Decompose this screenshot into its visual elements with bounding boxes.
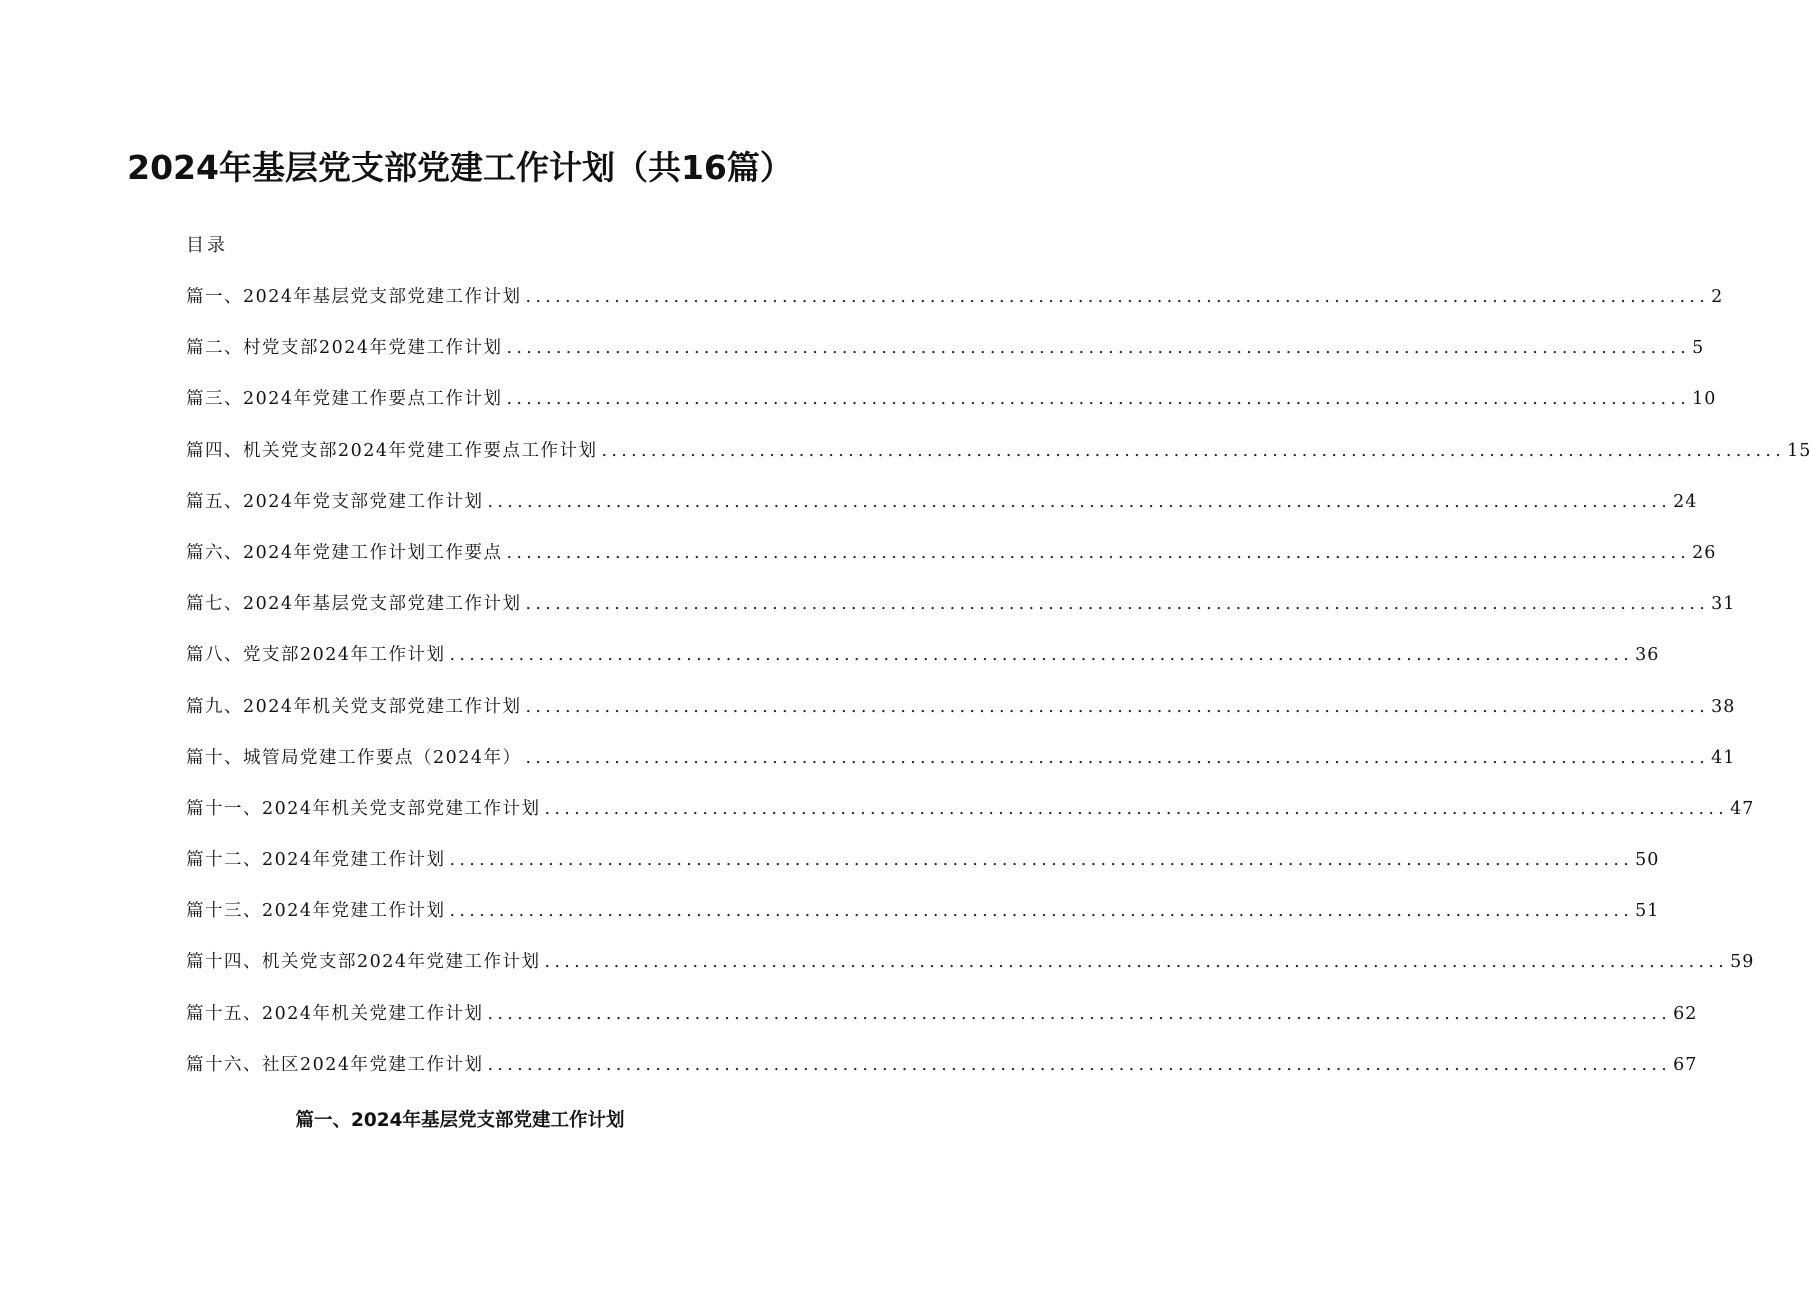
toc-entry-label: 篇七、2024年基层党支部党建工作计划 xyxy=(186,594,522,615)
toc-entry-label: 篇三、2024年党建工作要点工作计划 xyxy=(186,389,503,410)
toc-entry[interactable] xyxy=(186,795,1755,846)
toc-entry[interactable] xyxy=(186,539,1717,590)
toc-dot-leader: ........................................................................................................................ xyxy=(449,645,1634,666)
toc-entry-label: 篇十五、2024年机关党建工作计划 xyxy=(186,1003,484,1024)
toc-heading: 目录 xyxy=(186,235,228,256)
toc-entry[interactable] xyxy=(186,641,1660,692)
toc-entry-page: 2 xyxy=(1711,287,1724,307)
toc-entry[interactable] xyxy=(186,590,1736,641)
toc-entry-page: 47 xyxy=(1730,798,1755,819)
toc-dot-leader: ........................................................................................................................ xyxy=(525,287,1710,307)
table-of-contents xyxy=(186,283,1811,1102)
toc-dot-leader: ........................................................................................................................ xyxy=(525,696,1710,717)
toc-entry-label: 篇五、2024年党支部党建工作计划 xyxy=(186,491,484,512)
toc-entry-page: 50 xyxy=(1635,850,1660,871)
toc-entry-page: 31 xyxy=(1711,594,1736,615)
toc-entry-page: 10 xyxy=(1692,389,1717,410)
toc-entry[interactable] xyxy=(186,744,1736,795)
toc-dot-leader: ........................................................................................................................ xyxy=(506,338,1691,359)
toc-entry[interactable] xyxy=(186,488,1698,539)
toc-entry-label: 篇八、党支部2024年工作计划 xyxy=(186,645,446,666)
toc-dot-leader: ........................................................................................................................ xyxy=(506,542,1691,563)
toc-dot-leader: ........................................................................................................................ xyxy=(544,798,1729,819)
toc-entry[interactable] xyxy=(186,846,1660,897)
toc-dot-leader: ........................................................................................................................ xyxy=(506,389,1691,410)
toc-entry-label: 篇六、2024年党建工作计划工作要点 xyxy=(186,542,503,563)
toc-entry-label: 篇一、2024年基层党支部党建工作计划 xyxy=(186,287,522,307)
toc-entry[interactable] xyxy=(186,1000,1698,1051)
toc-entry-page: 26 xyxy=(1692,542,1717,563)
toc-entry[interactable] xyxy=(186,334,1705,385)
toc-entry-page: 62 xyxy=(1673,1003,1698,1024)
toc-entry-label: 篇十一、2024年机关党支部党建工作计划 xyxy=(186,798,541,819)
toc-dot-leader: ........................................................................................................................ xyxy=(601,440,1786,461)
toc-dot-leader: ........................................................................................................................ xyxy=(487,1003,1672,1024)
toc-entry-page: 41 xyxy=(1711,747,1736,768)
toc-entry-label: 篇十四、机关党支部2024年党建工作计划 xyxy=(186,952,541,973)
toc-entry-label: 篇十三、2024年党建工作计划 xyxy=(186,901,446,922)
toc-entry-page: 59 xyxy=(1730,952,1755,973)
toc-entry[interactable] xyxy=(186,437,1811,488)
toc-entry[interactable] xyxy=(186,948,1755,999)
section-heading: 篇一、2024年基层党支部党建工作计划 xyxy=(295,1110,625,1131)
toc-entry[interactable] xyxy=(186,1051,1698,1102)
toc-entry-label: 篇二、村党支部2024年党建工作计划 xyxy=(186,338,503,359)
document-title: 2024年基层党支部党建工作计划（共16篇） xyxy=(127,148,793,187)
toc-dot-leader: ........................................................................................................................ xyxy=(487,1054,1672,1075)
toc-dot-leader: ........................................................................................................................ xyxy=(544,952,1729,973)
toc-entry[interactable] xyxy=(186,283,1724,334)
toc-entry[interactable] xyxy=(186,897,1660,948)
toc-dot-leader: ........................................................................................................................ xyxy=(525,747,1710,768)
toc-entry-page: 5 xyxy=(1692,338,1705,359)
toc-entry-page: 24 xyxy=(1673,491,1698,512)
toc-entry-page: 67 xyxy=(1673,1054,1698,1075)
toc-entry[interactable] xyxy=(186,693,1736,744)
toc-entry-page: 51 xyxy=(1635,901,1660,922)
toc-dot-leader: ........................................................................................................................ xyxy=(525,594,1710,615)
toc-entry-page: 15 xyxy=(1787,440,1811,461)
toc-dot-leader: ........................................................................................................................ xyxy=(449,901,1634,922)
toc-entry-label: 篇九、2024年机关党支部党建工作计划 xyxy=(186,696,522,717)
toc-dot-leader: ........................................................................................................................ xyxy=(487,491,1672,512)
toc-entry-page: 36 xyxy=(1635,645,1660,666)
toc-entry-label: 篇十二、2024年党建工作计划 xyxy=(186,850,446,871)
toc-entry-page: 38 xyxy=(1711,696,1736,717)
toc-entry-label: 篇十六、社区2024年党建工作计划 xyxy=(186,1054,484,1075)
toc-entry-label: 篇十、城管局党建工作要点（2024年） xyxy=(186,747,522,768)
toc-entry-label: 篇四、机关党支部2024年党建工作要点工作计划 xyxy=(186,440,598,461)
toc-dot-leader: ........................................................................................................................ xyxy=(449,850,1634,871)
toc-entry[interactable] xyxy=(186,385,1717,436)
